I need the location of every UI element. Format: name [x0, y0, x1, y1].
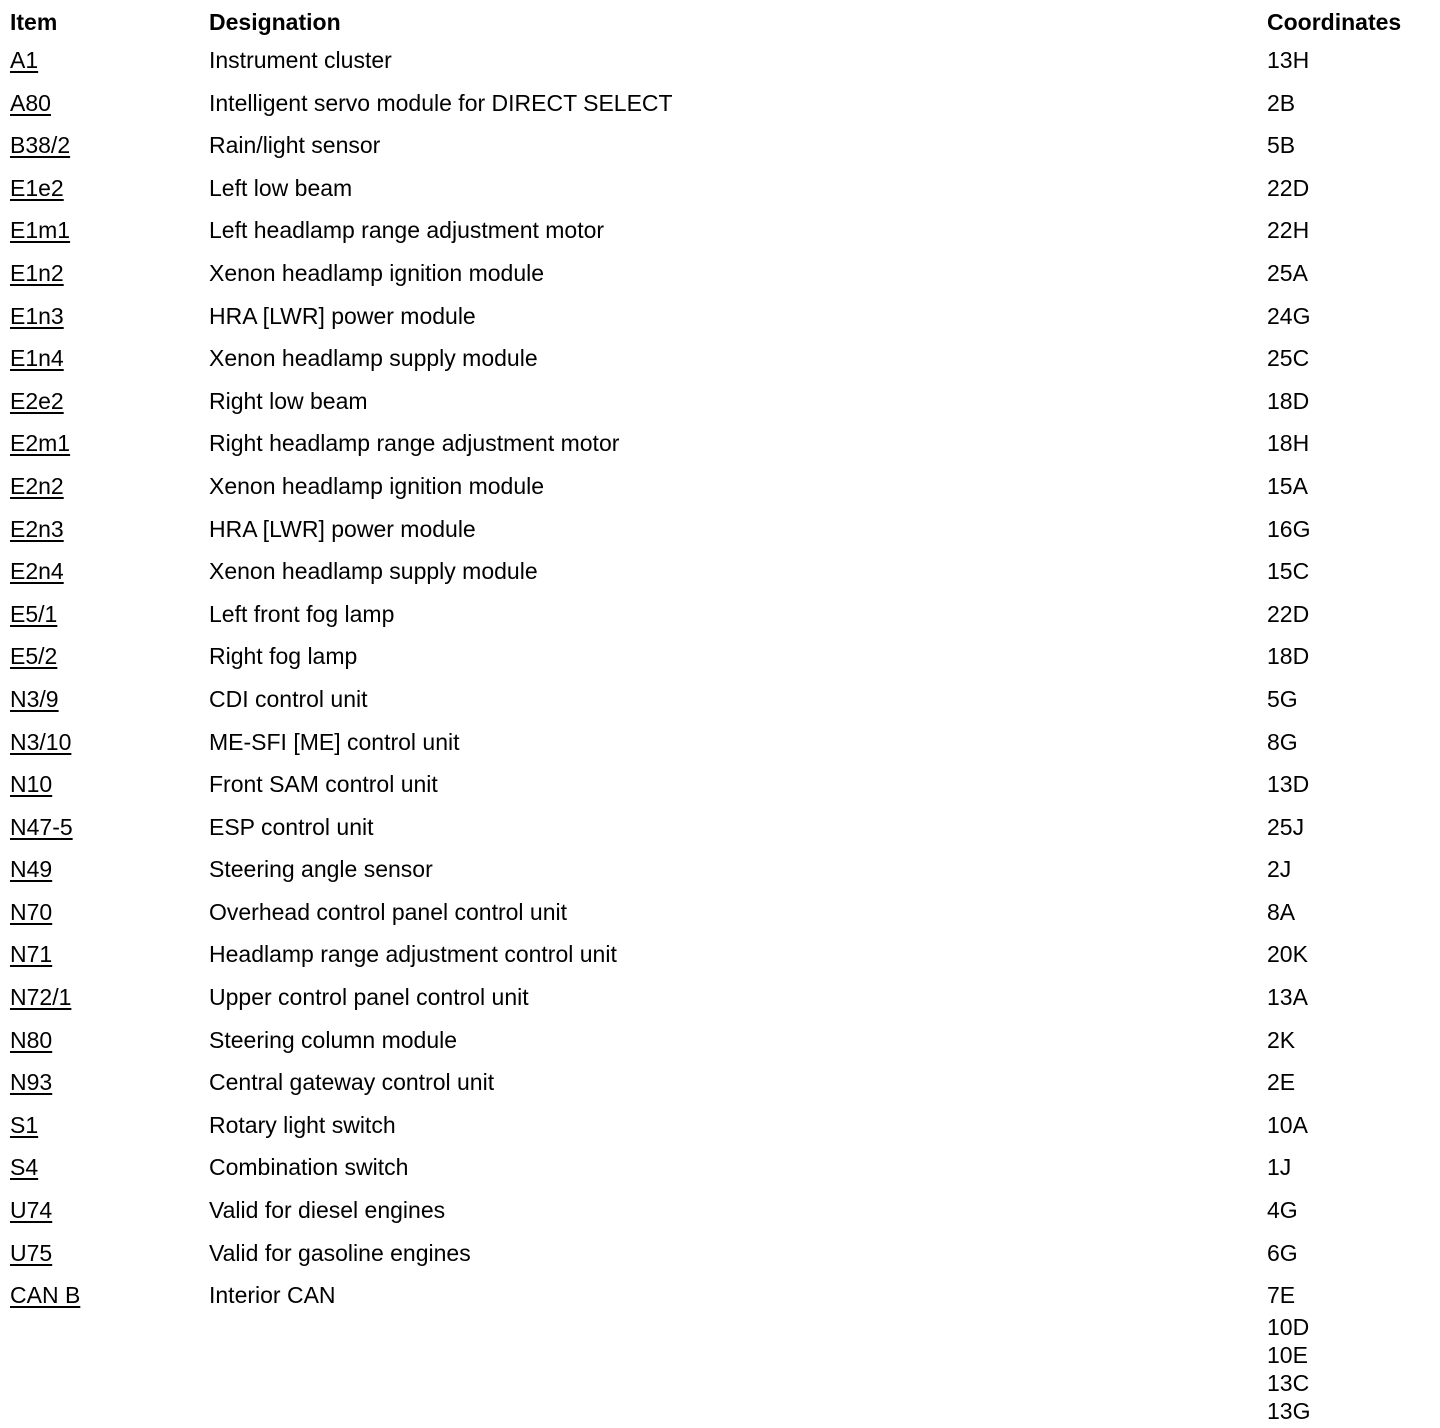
coordinate-value: 13A — [1267, 984, 1308, 1011]
item-cell — [10, 979, 209, 1015]
designation-cell — [209, 936, 1267, 972]
item-cell — [10, 596, 209, 632]
coordinate-value: 13D — [1267, 771, 1310, 798]
designation-text: Steering column module — [209, 1026, 458, 1053]
item-cell — [10, 340, 209, 376]
table-row — [10, 85, 1430, 128]
designation-cell — [209, 383, 1267, 419]
coordinate-value: 1J — [1267, 1154, 1292, 1181]
item-link[interactable]: B38/2 — [10, 132, 71, 159]
coordinates-cell — [1267, 851, 1430, 887]
item-link[interactable]: A80 — [10, 89, 51, 116]
coordinates-cell — [1267, 425, 1430, 461]
header-coordinates: Coordinates — [1267, 9, 1402, 35]
designation-cell — [209, 894, 1267, 930]
coordinates-cell — [1267, 1235, 1430, 1271]
designation-cell — [209, 1022, 1267, 1058]
coordinates-cell — [1267, 212, 1430, 248]
item-cell — [10, 127, 209, 163]
coordinates-cell — [1267, 511, 1430, 547]
coordinates-cell — [1267, 85, 1430, 121]
coordinate-value: 2J — [1267, 856, 1292, 883]
item-cell — [10, 1022, 209, 1058]
designation-text: Left headlamp range adjustment motor — [209, 217, 605, 244]
table-row — [10, 383, 1430, 426]
item-link[interactable]: E2n2 — [10, 472, 64, 499]
item-link[interactable]: E1n2 — [10, 259, 64, 286]
coordinates-cell — [1267, 638, 1430, 674]
coordinates-cell — [1267, 340, 1430, 376]
designation-cell — [209, 1192, 1267, 1228]
coordinate-value: 10D — [1267, 1314, 1310, 1341]
coordinate-value: 13G — [1267, 1398, 1311, 1425]
coordinates-cell — [1267, 936, 1430, 972]
designation-cell — [209, 1149, 1267, 1185]
coordinates-cell — [1267, 468, 1430, 504]
item-cell — [10, 255, 209, 291]
designation-cell — [209, 553, 1267, 589]
designation-text: Central gateway control unit — [209, 1069, 495, 1096]
designation-text: Left front fog lamp — [209, 600, 395, 627]
designation-cell — [209, 170, 1267, 206]
designation-text: Right fog lamp — [209, 643, 358, 670]
table-row — [10, 553, 1430, 596]
designation-text: Xenon headlamp ignition module — [209, 259, 545, 286]
item-cell — [10, 170, 209, 206]
item-link[interactable]: E2m1 — [10, 430, 71, 457]
coordinates-cell — [1267, 1277, 1430, 1425]
coordinates-cell — [1267, 170, 1430, 206]
coordinate-value: 8A — [1267, 898, 1296, 925]
table-row — [10, 468, 1430, 511]
coordinate-value: 15C — [1267, 558, 1310, 585]
item-link[interactable]: N47-5 — [10, 813, 73, 840]
designation-cell — [209, 468, 1267, 504]
designation-text: Rotary light switch — [209, 1111, 396, 1138]
coordinates-cell — [1267, 596, 1430, 632]
coordinate-value: 18D — [1267, 387, 1310, 414]
item-link[interactable]: A1 — [10, 47, 39, 73]
designation-cell — [209, 638, 1267, 674]
designation-text: Right headlamp range adjustment motor — [209, 430, 620, 457]
item-link[interactable]: N49 — [10, 856, 53, 883]
table-body — [10, 42, 1430, 1425]
item-link[interactable]: N3/9 — [10, 685, 59, 712]
coordinates-cell — [1267, 1192, 1430, 1228]
designation-cell — [209, 1064, 1267, 1100]
table-row — [10, 1192, 1430, 1235]
coordinate-value: 5G — [1267, 685, 1298, 712]
header-item: Item — [10, 9, 58, 35]
coordinates-cell — [1267, 553, 1430, 589]
item-link[interactable]: E5/2 — [10, 643, 58, 670]
item-cell — [10, 511, 209, 547]
designation-cell — [209, 127, 1267, 163]
coordinate-value: 7E — [1267, 1282, 1296, 1309]
item-link[interactable]: E1e2 — [10, 174, 64, 201]
designation-text: HRA [LWR] power module — [209, 515, 476, 542]
designation-text: Headlamp range adjustment control unit — [209, 941, 617, 968]
designation-cell — [209, 851, 1267, 887]
designation-cell — [209, 1277, 1267, 1313]
coordinate-value: 22D — [1267, 600, 1310, 627]
item-cell — [10, 1277, 209, 1313]
table-row — [10, 170, 1430, 213]
item-cell — [10, 936, 209, 972]
designation-text: Rain/light sensor — [209, 132, 381, 159]
designation-text: Instrument cluster — [209, 47, 392, 73]
designation-text: ME-SFI [ME] control unit — [209, 728, 460, 755]
coordinates-cell — [1267, 979, 1430, 1015]
designation-text: Steering angle sensor — [209, 856, 433, 883]
designation-cell — [209, 85, 1267, 121]
item-cell — [10, 212, 209, 248]
coordinate-value: 25C — [1267, 345, 1310, 372]
component-legend-table — [10, 4, 1430, 1425]
coordinate-value: 2E — [1267, 1069, 1296, 1096]
coordinate-value: 18D — [1267, 643, 1310, 670]
designation-text: Overhead control panel control unit — [209, 898, 567, 925]
table-row — [10, 766, 1430, 809]
item-cell — [10, 85, 209, 121]
designation-text: Xenon headlamp ignition module — [209, 472, 545, 499]
designation-text: HRA [LWR] power module — [209, 302, 476, 329]
table-row — [10, 511, 1430, 554]
designation-cell — [209, 340, 1267, 376]
coordinates-cell — [1267, 894, 1430, 930]
item-cell — [10, 468, 209, 504]
item-link[interactable]: U74 — [10, 1197, 53, 1224]
coordinates-cell — [1267, 127, 1430, 163]
item-cell — [10, 851, 209, 887]
table-row — [10, 425, 1430, 468]
item-link[interactable]: S4 — [10, 1154, 39, 1181]
table-row — [10, 638, 1430, 681]
table-row — [10, 42, 1430, 85]
coordinates-cell — [1267, 809, 1430, 845]
table-row — [10, 127, 1430, 170]
table-row — [10, 894, 1430, 937]
coordinates-cell — [1267, 724, 1430, 760]
designation-cell — [209, 766, 1267, 802]
item-cell — [10, 298, 209, 334]
item-cell — [10, 724, 209, 760]
item-link[interactable]: E2e2 — [10, 387, 64, 414]
coordinate-value: 25A — [1267, 259, 1308, 286]
coordinate-value: 13H — [1267, 47, 1310, 73]
item-link[interactable]: N71 — [10, 941, 53, 968]
item-link[interactable]: N70 — [10, 898, 53, 925]
coordinate-value: 24G — [1267, 302, 1311, 329]
coordinate-value: 2B — [1267, 89, 1296, 116]
coordinate-value: 5B — [1267, 132, 1296, 159]
designation-cell — [209, 979, 1267, 1015]
coordinate-value: 2K — [1267, 1026, 1296, 1053]
item-link[interactable]: E1n4 — [10, 345, 64, 372]
table-row — [10, 212, 1430, 255]
designation-cell — [209, 42, 1267, 78]
item-cell — [10, 766, 209, 802]
coordinates-cell — [1267, 1022, 1430, 1058]
designation-cell — [209, 596, 1267, 632]
item-link[interactable]: E5/1 — [10, 600, 58, 627]
coordinates-cell — [1267, 383, 1430, 419]
coordinate-value: 18H — [1267, 430, 1310, 457]
table-row — [10, 255, 1430, 298]
table-row — [10, 596, 1430, 639]
item-cell — [10, 638, 209, 674]
table-header-row — [10, 4, 1430, 42]
table-row — [10, 724, 1430, 767]
item-link[interactable]: E2n3 — [10, 515, 64, 542]
designation-text: Upper control panel control unit — [209, 984, 529, 1011]
item-link[interactable]: S1 — [10, 1111, 39, 1138]
coordinates-cell — [1267, 1107, 1430, 1143]
designation-text: Left low beam — [209, 174, 353, 201]
coordinates-cell — [1267, 298, 1430, 334]
designation-text: Xenon headlamp supply module — [209, 558, 538, 585]
coordinates-cell — [1267, 255, 1430, 291]
coordinate-value: 20K — [1267, 941, 1308, 968]
coordinate-value: 6G — [1267, 1239, 1298, 1266]
coordinates-cell — [1267, 1064, 1430, 1100]
header-designation: Designation — [209, 9, 341, 35]
table-row — [10, 809, 1430, 852]
table-row — [10, 936, 1430, 979]
item-cell — [10, 1235, 209, 1271]
designation-cell — [209, 681, 1267, 717]
table-row — [10, 1107, 1430, 1150]
coordinate-value: 8G — [1267, 728, 1298, 755]
coordinate-value: 25J — [1267, 813, 1305, 840]
table-row — [10, 979, 1430, 1022]
coordinate-value: 16G — [1267, 515, 1311, 542]
designation-cell — [209, 425, 1267, 461]
item-link[interactable]: E1m1 — [10, 217, 71, 244]
coordinate-value: 22D — [1267, 174, 1310, 201]
table-row — [10, 1277, 1430, 1425]
item-link[interactable]: N3/10 — [10, 728, 72, 755]
coordinate-value: 15A — [1267, 472, 1308, 499]
item-cell — [10, 894, 209, 930]
item-link[interactable]: E1n3 — [10, 302, 64, 329]
table-row — [10, 340, 1430, 383]
item-link[interactable]: N72/1 — [10, 984, 72, 1011]
designation-cell — [209, 511, 1267, 547]
designation-cell — [209, 1235, 1267, 1271]
item-cell — [10, 425, 209, 461]
designation-cell — [209, 809, 1267, 845]
item-link[interactable]: CAN B — [10, 1282, 81, 1309]
item-cell — [10, 1107, 209, 1143]
designation-text: Front SAM control unit — [209, 771, 438, 798]
item-cell — [10, 1192, 209, 1228]
item-link[interactable]: U75 — [10, 1239, 53, 1266]
item-link[interactable]: E2n4 — [10, 558, 64, 585]
item-cell — [10, 1149, 209, 1185]
item-cell — [10, 42, 209, 78]
designation-text: Right low beam — [209, 387, 368, 414]
coordinate-value: 10A — [1267, 1111, 1308, 1138]
coordinates-cell — [1267, 1149, 1430, 1185]
designation-text: Valid for diesel engines — [209, 1197, 446, 1224]
coordinate-value: 13C — [1267, 1370, 1310, 1397]
item-cell — [10, 681, 209, 717]
table-row — [10, 851, 1430, 894]
designation-cell — [209, 1107, 1267, 1143]
designation-text: Xenon headlamp supply module — [209, 345, 538, 372]
designation-cell — [209, 255, 1267, 291]
table-row — [10, 1064, 1430, 1107]
coordinates-cell — [1267, 681, 1430, 717]
designation-cell — [209, 212, 1267, 248]
item-link[interactable]: N93 — [10, 1069, 53, 1096]
table-row — [10, 1149, 1430, 1192]
designation-text: CDI control unit — [209, 685, 368, 712]
item-cell — [10, 1064, 209, 1100]
coordinate-value: 4G — [1267, 1197, 1298, 1224]
designation-text: Combination switch — [209, 1154, 409, 1181]
item-link[interactable]: N80 — [10, 1026, 53, 1053]
table-row — [10, 681, 1430, 724]
item-cell — [10, 383, 209, 419]
designation-text: Interior CAN — [209, 1282, 336, 1309]
designation-text: Intelligent servo module for DIRECT SELECT — [209, 89, 673, 116]
coordinates-cell — [1267, 42, 1430, 78]
item-cell — [10, 809, 209, 845]
designation-text: Valid for gasoline engines — [209, 1239, 471, 1266]
coordinate-value: 10E — [1267, 1342, 1308, 1369]
designation-cell — [209, 724, 1267, 760]
table-row — [10, 298, 1430, 341]
designation-cell — [209, 298, 1267, 334]
table-row — [10, 1235, 1430, 1278]
item-cell — [10, 553, 209, 589]
designation-text: ESP control unit — [209, 813, 374, 840]
coordinate-value: 22H — [1267, 217, 1310, 244]
table-row — [10, 1022, 1430, 1065]
coordinates-cell — [1267, 766, 1430, 802]
item-link[interactable]: N10 — [10, 771, 53, 798]
